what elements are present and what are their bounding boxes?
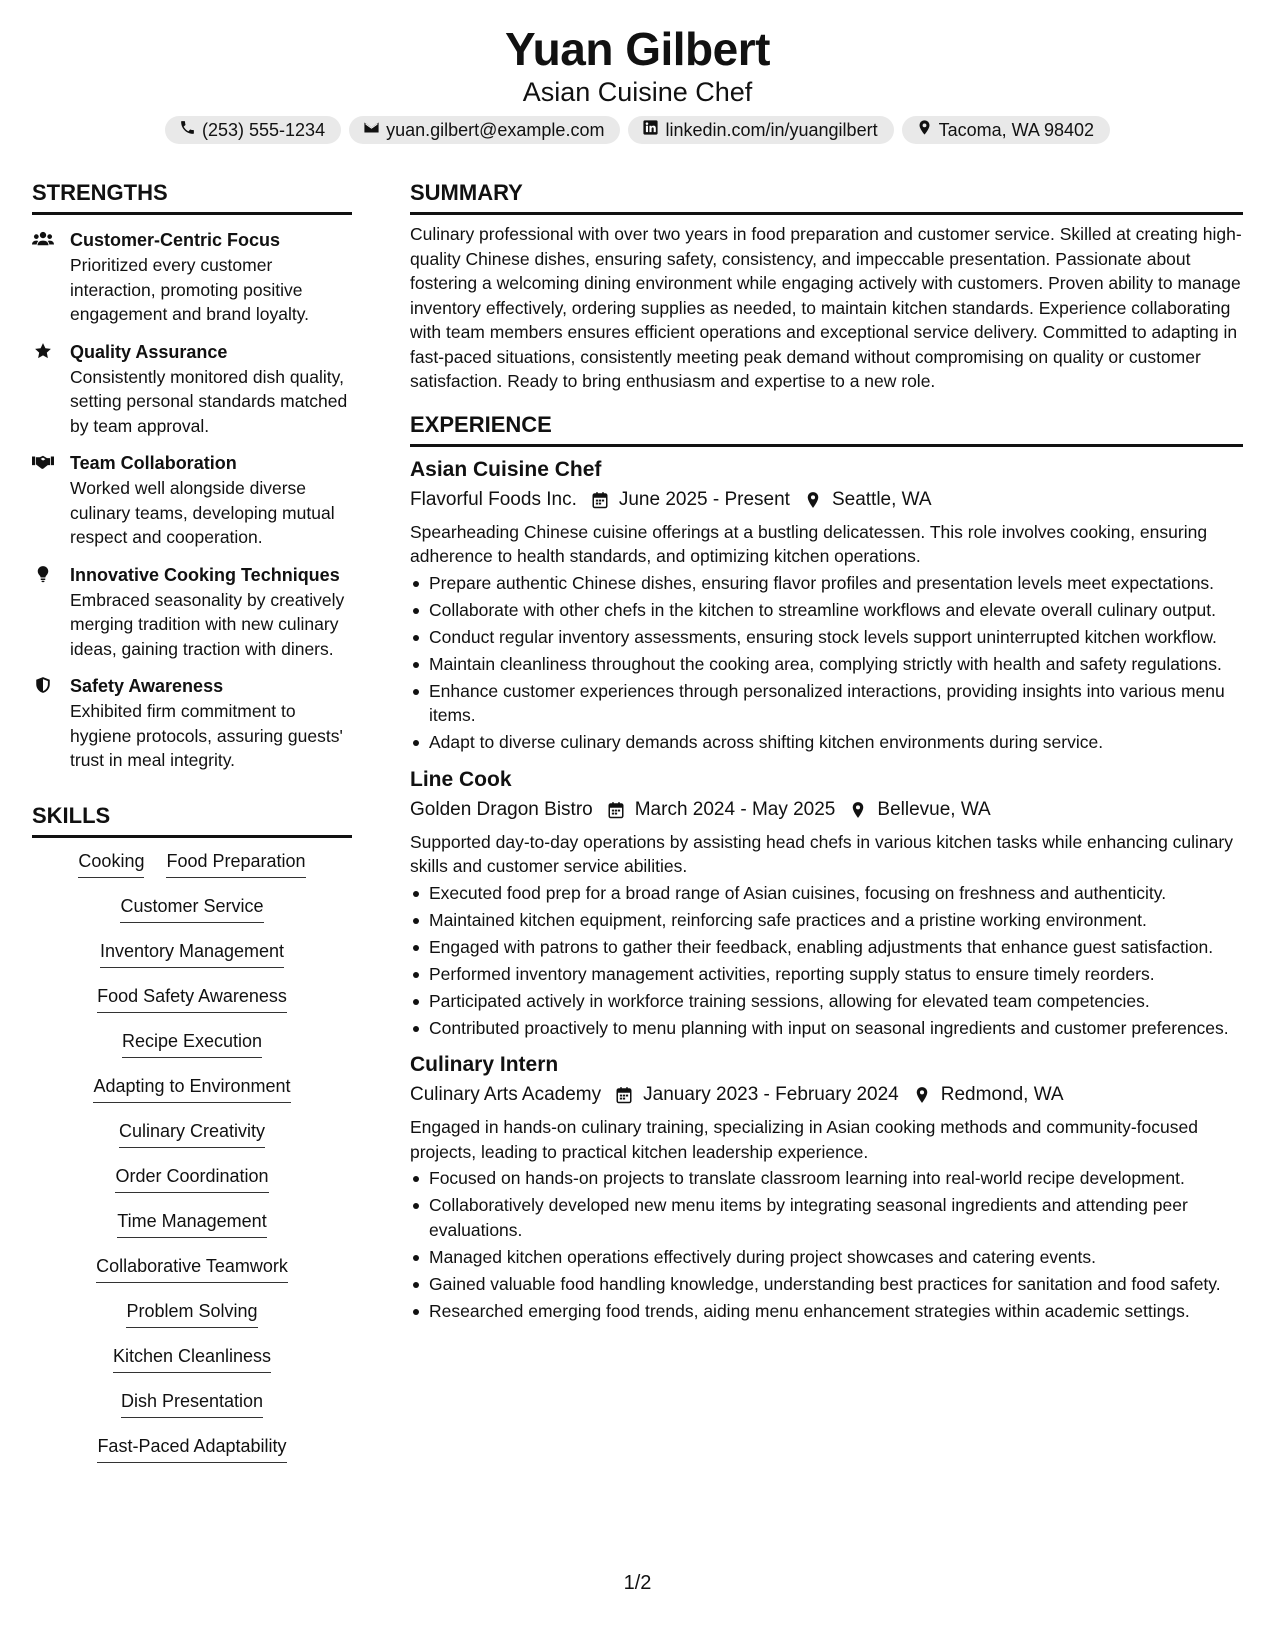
- skill-tag: Adapting to Environment: [93, 1073, 290, 1103]
- linkedin-icon: [642, 119, 659, 141]
- skills-list: [32, 848, 352, 1478]
- skill-tag: Recipe Execution: [122, 1028, 262, 1058]
- location-pin-icon: [916, 119, 933, 141]
- candidate-name: Yuan Gilbert: [505, 23, 770, 75]
- job-bullet: Researched emerging food trends, aiding menu enhancement strategies within academic settings.: [410, 1299, 1243, 1324]
- job-title: Culinary Intern: [410, 1053, 559, 1076]
- summary-text: Culinary professional with over two years in food preparation and customer service. Skilled at creating high-quality Chinese dishes, ensuring safety, consistency, and impeccable presentation. Passionate about fostering a welcoming dining environment while engaging actively with customers. Proven ability to manage inventory effectively, ordering supplies as needed, to maintain kitchen standards. Experience collaborating with team members ensures efficient operations and exceptional service delivery. Committed to adapting in fast-paced situations, consistently meeting peak demand without compromising on quality or customer satisfaction. Ready to bring enthusiasm and expertise to a new role.: [410, 224, 1242, 391]
- job-bullet: Executed food prep for a broad range of Asian cuisines, focusing on freshness and authenticity.: [410, 881, 1243, 906]
- job-description: Supported day-to-day operations by assisting head chefs in various kitchen tasks while enhancing culinary skills and customer service abilities.: [410, 831, 1233, 876]
- contact-text: yuan.gilbert@example.com: [386, 119, 605, 140]
- star-icon: [32, 339, 70, 439]
- job-bullet: Performed inventory management activities, reporting supply status to ensure timely reorders.: [410, 962, 1243, 987]
- left-column: [32, 176, 352, 1478]
- strength-name: Team Collaboration: [70, 453, 237, 473]
- page-number: 1/2: [623, 1572, 652, 1594]
- strength-name: Safety Awareness: [70, 676, 224, 696]
- skill-tag: Dish Presentation: [121, 1388, 263, 1418]
- job-description: Spearheading Chinese cuisine offerings at a bustling delicatessen. This role involves cooking, ensuring adherence to health standards, and optimizing kitchen operations.: [410, 521, 1208, 566]
- company-name: Golden Dragon Bistro: [410, 798, 593, 820]
- job-bullets: [410, 1166, 1243, 1323]
- job-bullet: Contributed proactively to menu planning with input on seasonal ingredients and customer preferences.: [410, 1016, 1243, 1041]
- job-bullet: Focused on hands-on projects to translate classroom learning into real-world recipe development.: [410, 1166, 1243, 1191]
- lightbulb-icon: [32, 562, 70, 662]
- contact-text: linkedin.com/in/yuangilbert: [665, 119, 878, 140]
- strength-item: [32, 339, 352, 439]
- strength-item: [32, 227, 352, 327]
- job-meta: [410, 796, 1243, 824]
- strength-item: [32, 673, 352, 773]
- skill-tag: Food Safety Awareness: [97, 983, 287, 1013]
- skills-heading: SKILLS: [32, 799, 352, 838]
- contact-text: Tacoma, WA 98402: [938, 119, 1094, 140]
- strength-name: Quality Assurance: [70, 341, 228, 362]
- calendar-icon: [615, 1086, 633, 1104]
- envelope-icon: [363, 119, 380, 141]
- right-column: [410, 176, 1243, 1326]
- job-bullet: Engaged with patrons to gather their feedback, enabling adjustments that enhance guest satisfaction.: [410, 935, 1243, 960]
- skill-tag: Kitchen Cleanliness: [113, 1343, 271, 1373]
- shield-icon: [32, 673, 70, 773]
- job-bullet: Adapt to diverse culinary demands across shifting kitchen environments during service.: [410, 730, 1243, 755]
- contact-bar: [0, 116, 1275, 144]
- skill-tag: Time Management: [117, 1208, 266, 1238]
- job-location: Redmond, WA: [940, 1084, 1064, 1105]
- job-bullet: Gained valuable food handling knowledge, understanding best practices for sanitation and food safety.: [410, 1272, 1243, 1297]
- skills-section: [32, 799, 352, 1478]
- job-location: Seattle, WA: [831, 488, 932, 510]
- job-bullet: Prepare authentic Chinese dishes, ensuring flavor profiles and presentation levels meet expectations.: [410, 571, 1243, 596]
- location-pin-icon: [804, 491, 822, 509]
- job-bullet: Maintained kitchen equipment, reinforcing safe practices and a pristine working environment.: [410, 908, 1243, 933]
- experience-section: [410, 408, 1243, 1324]
- job-bullet: Participated actively in workforce training sessions, allowing for elevated team competencies.: [410, 989, 1243, 1014]
- calendar-icon: [591, 491, 609, 509]
- experience-heading: EXPERIENCE: [410, 408, 1243, 447]
- job-bullet: Collaboratively developed new menu items by integrating seasonal ingredients and attending peer evaluations.: [410, 1193, 1243, 1242]
- skill-tag: Fast-Paced Adaptability: [97, 1433, 286, 1463]
- job-dates: March 2024 - May 2025: [634, 798, 836, 820]
- strength-desc: Worked well alongside diverse culinary teams, developing mutual respect and cooperation.: [70, 478, 335, 547]
- job-entry: [410, 1050, 1243, 1323]
- job-dates: June 2025 - Present: [618, 488, 790, 510]
- company-name: Flavorful Foods Inc.: [410, 488, 577, 510]
- calendar-icon: [607, 801, 625, 819]
- strength-desc: Consistently monitored dish quality, setting personal standards matched by team approval.: [70, 366, 348, 436]
- location-pin-icon: [913, 1086, 931, 1104]
- job-bullet: Conduct regular inventory assessments, ensuring stock levels support uninterrupted kitchen workflow.: [410, 625, 1243, 650]
- company-name: Culinary Arts Academy: [410, 1084, 602, 1105]
- job-meta: [410, 1081, 1243, 1109]
- skill-tag: Order Coordination: [115, 1163, 268, 1193]
- job-bullet: Collaborate with other chefs in the kitchen to streamline workflows and elevate overall culinary output.: [410, 598, 1243, 623]
- skill-tag: Inventory Management: [100, 938, 284, 968]
- strength-desc: Embraced seasonality by creatively merging tradition with new culinary ideas, gaining traction with diners.: [70, 589, 345, 659]
- strength-name: Innovative Cooking Techniques: [70, 564, 340, 585]
- candidate-title: Asian Cuisine Chef: [522, 77, 753, 107]
- job-dates: January 2023 - February 2024: [643, 1084, 899, 1105]
- contact-email[interactable]: [349, 116, 620, 144]
- strength-item: [32, 450, 352, 550]
- job-entry: [410, 455, 1243, 755]
- job-bullet: Managed kitchen operations effectively during project showcases and catering events.: [410, 1245, 1243, 1270]
- skill-tag: Cooking: [78, 848, 144, 878]
- skill-tag: Problem Solving: [126, 1298, 257, 1328]
- job-bullet: Maintain cleanliness throughout the cooking area, complying strictly with health and safety regulations.: [410, 652, 1243, 677]
- job-location: Bellevue, WA: [877, 798, 991, 820]
- job-bullets: [410, 571, 1243, 755]
- job-meta: [410, 486, 1243, 514]
- job-title: Line Cook: [410, 767, 512, 791]
- strength-desc: Exhibited firm commitment to hygiene protocols, assuring guests' trust in meal integrity.: [70, 701, 343, 770]
- contact-text: (253) 555-1234: [201, 119, 326, 140]
- contact-phone[interactable]: [165, 116, 341, 144]
- summary-heading: SUMMARY: [410, 176, 1243, 215]
- strengths-heading: STRENGTHS: [32, 176, 352, 215]
- strength-item: [32, 562, 352, 662]
- strength-name: Customer-Centric Focus: [70, 230, 281, 250]
- job-bullets: [410, 881, 1243, 1041]
- handshake-icon: [32, 450, 70, 550]
- resume-header: [0, 22, 1275, 144]
- job-bullet: Enhance customer experiences through personalized interactions, providing insights into various menu items.: [410, 679, 1243, 728]
- skill-tag: Collaborative Teamwork: [96, 1253, 288, 1283]
- skill-tag: Culinary Creativity: [119, 1118, 265, 1148]
- contact-linkedin[interactable]: [628, 116, 893, 144]
- job-title: Asian Cuisine Chef: [410, 457, 602, 481]
- skill-tag: Food Preparation: [166, 848, 305, 878]
- job-entry: [410, 765, 1243, 1041]
- users-icon: [32, 227, 70, 327]
- job-description: Engaged in hands-on culinary training, specializing in Asian cooking methods and community-focused projects, leading to practical kitchen leadership experience.: [410, 1117, 1198, 1162]
- skill-tag: Customer Service: [120, 893, 263, 923]
- strength-desc: Prioritized every customer interaction, promoting positive engagement and brand loyalty.: [70, 255, 310, 324]
- location-pin-icon: [849, 801, 867, 819]
- contact-location[interactable]: [902, 116, 1110, 144]
- phone-icon: [179, 119, 196, 141]
